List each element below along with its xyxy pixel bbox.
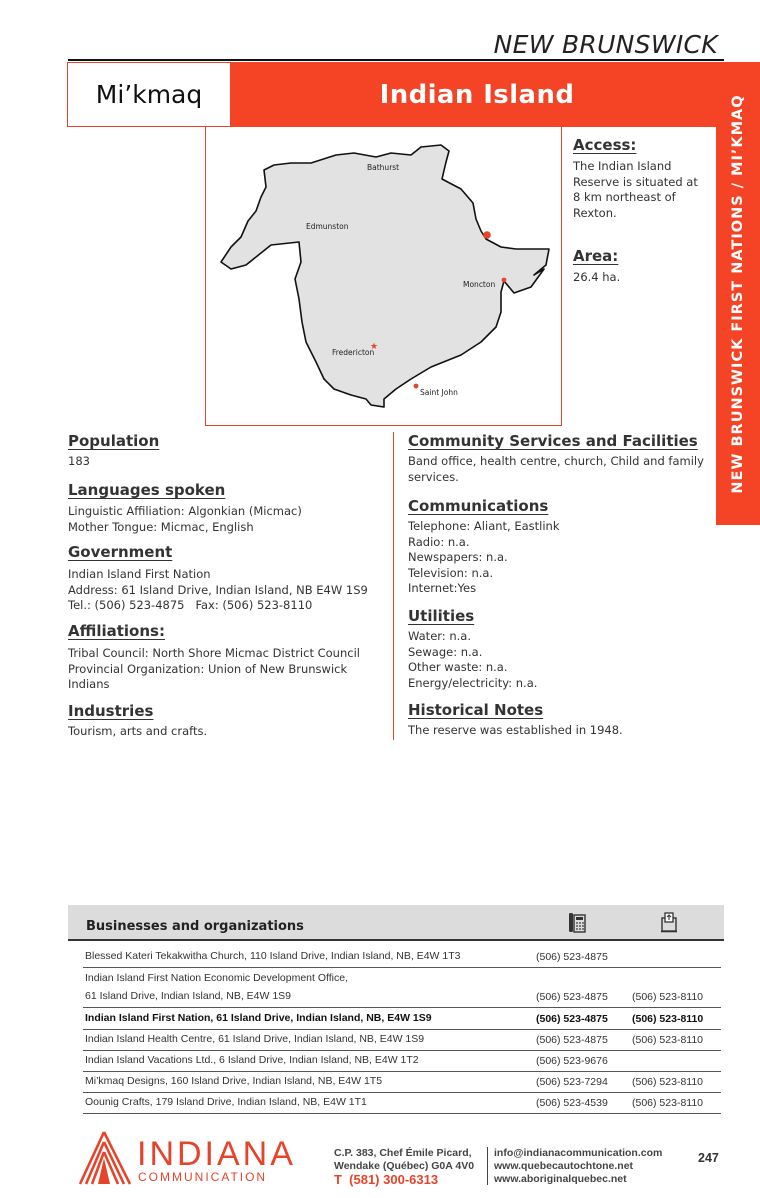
moncton-marker	[502, 278, 507, 283]
reserve-location-marker	[483, 231, 491, 239]
footer-phone: T (581) 300-6313	[334, 1172, 439, 1187]
business-name: Blessed Kateri Tekakwitha Church, 110 Island Drive, Indian Island, NB, E4W 1T3	[85, 950, 461, 962]
footer-address-line: C.P. 383, Chef Émile Picard,	[334, 1147, 472, 1159]
business-row	[83, 941, 721, 968]
footer-address-line: Wendake (Québec) G0A 4V0	[334, 1160, 475, 1172]
languages-line: Mother Tongue: Micmac, English	[68, 519, 254, 534]
community-line: services.	[408, 469, 459, 484]
business-fax: (506) 523-8110	[632, 1034, 704, 1046]
business-row	[83, 1051, 721, 1072]
communications-line: Telephone: Aliant, Eastlink	[408, 519, 560, 533]
utilities-line: Energy/electricity: n.a.	[408, 675, 538, 690]
reserve-title: Indian Island	[230, 62, 724, 127]
communications-line: Television: n.a.	[408, 565, 494, 580]
languages-section	[68, 481, 386, 535]
business-name: Indian Island First Nation, 61 Island Drive, Indian Island, NB, E4W 1S9	[85, 1012, 432, 1024]
map-label-moncton: Moncton	[463, 280, 496, 289]
access-text: The Indian Island Reserve is situated at 8 km northeast of Rexton.	[573, 159, 698, 220]
languages-line: Linguistic Affiliation: Algonkian (Micmac)	[68, 504, 302, 518]
affiliations-line: Tribal Council: North Shore Micmac District Council	[68, 646, 360, 660]
communications-heading: Communications	[408, 497, 549, 515]
history-section	[408, 701, 708, 739]
footer-website[interactable]: www.aboriginalquebec.net	[494, 1173, 627, 1185]
nation-label: Mi’kmaq	[67, 62, 230, 127]
province-outline	[221, 145, 549, 407]
capital-star-icon: ★	[370, 342, 379, 352]
government-line: Indian Island First Nation	[68, 567, 211, 581]
business-phone: (506) 523-4875	[536, 991, 608, 1003]
business-fax: (506) 523-8110	[632, 991, 704, 1003]
business-row	[83, 1093, 721, 1114]
business-fax: (506) 523-8110	[632, 1097, 704, 1109]
business-phone: (506) 523-4875	[536, 1013, 608, 1025]
business-name: Oounig Crafts, 179 Island Drive, Indian Island, NB, E4W 1T1	[85, 1096, 367, 1108]
business-name: Indian Island Health Centre, 61 Island Drive, Indian Island, NB, E4W 1S9	[85, 1033, 425, 1045]
industries-heading: Industries	[68, 702, 154, 720]
community-heading: Community Services and Facilities	[408, 432, 698, 450]
population-heading: Population	[68, 432, 160, 450]
business-name	[85, 971, 348, 1003]
businesses-table-header	[68, 905, 724, 941]
affiliations-heading: Affiliations:	[68, 622, 165, 640]
business-fax: (506) 523-8110	[632, 1076, 704, 1088]
map-label-edmunston: Edmunston	[306, 222, 349, 231]
footer-website[interactable]: www.quebecautochtone.net	[494, 1160, 634, 1172]
access-heading: Access:	[573, 136, 637, 154]
government-heading: Government	[68, 543, 173, 561]
utilities-line: Other waste: n.a.	[408, 660, 508, 674]
communications-line: Newspapers: n.a.	[408, 550, 508, 564]
business-row	[83, 1030, 721, 1051]
businesses-table	[68, 905, 724, 1114]
fax-icon	[660, 911, 678, 933]
logo-subtitle: COMMUNICATION	[138, 1170, 268, 1184]
industries-section	[68, 702, 386, 740]
communications-section	[408, 497, 708, 597]
business-name-line2: 61 Island Drive, Indian Island, NB, E4W 1S9	[85, 990, 292, 1002]
utilities-section	[408, 607, 708, 691]
government-line: Tel.: (506) 523-4875 Fax: (506) 523-8110	[68, 598, 313, 612]
government-line: Address: 61 Island Drive, Indian Island, NB E4W 1S9	[68, 582, 368, 597]
phone-icon	[568, 911, 586, 935]
government-section	[68, 543, 386, 614]
business-phone: (506) 523-4875	[536, 1034, 608, 1046]
footer-address	[334, 1147, 474, 1186]
business-row	[83, 1072, 721, 1093]
industries-text: Tourism, arts and crafts.	[68, 724, 208, 738]
utilities-heading: Utilities	[408, 607, 475, 625]
community-line: Band office, health centre, church, Child and family	[408, 454, 704, 468]
population-value: 183	[68, 454, 90, 468]
business-row	[83, 968, 721, 1008]
area-heading: Area:	[573, 247, 619, 265]
access-section	[573, 136, 708, 221]
business-phone: (506) 523-4539	[536, 1097, 608, 1109]
communications-line: Radio: n.a.	[408, 534, 470, 549]
footer-email[interactable]: info@indianacommunication.com	[494, 1147, 663, 1159]
header-rule	[68, 59, 724, 61]
map-label-fredericton: Fredericton	[332, 348, 375, 357]
business-name-line1: Indian Island First Nation Economic Development Office,	[85, 972, 349, 984]
business-fax: (506) 523-8110	[632, 1013, 704, 1025]
languages-heading: Languages spoken	[68, 481, 226, 499]
map-label-saint-john: Saint John	[420, 388, 458, 397]
side-tab	[716, 62, 760, 525]
province-title: NEW BRUNSWICK	[493, 30, 718, 59]
area-text: 26.4 ha.	[573, 270, 621, 284]
location-map	[205, 127, 562, 426]
page-number: 247	[698, 1151, 719, 1165]
column-divider	[393, 432, 394, 740]
map-label-bathurst: Bathurst	[367, 163, 400, 172]
affiliations-line: Indians	[68, 677, 110, 691]
utilities-line: Water: n.a.	[408, 629, 471, 643]
affiliations-section	[68, 622, 386, 693]
community-section	[408, 432, 708, 485]
affiliations-line: Provincial Organization: Union of New Brunswick	[68, 661, 348, 676]
footer-divider	[487, 1147, 488, 1185]
business-row	[83, 1008, 721, 1030]
business-phone: (506) 523-4875	[536, 951, 608, 963]
side-tab-label: NEW BRUNSWICK FIRST NATIONS / MI’KMAQ	[730, 93, 746, 494]
footer-contact	[494, 1147, 662, 1186]
business-name: Indian Island Vacations Ltd., 6 Island Drive, Indian Island, NB, E4W 1T2	[85, 1054, 419, 1066]
area-section	[573, 247, 708, 286]
indiana-logo-mark	[78, 1130, 134, 1186]
utilities-line: Sewage: n.a.	[408, 644, 483, 659]
businesses-title: Businesses and organizations	[86, 919, 304, 934]
province-map-svg	[206, 127, 563, 426]
business-name: Mi’kmaq Designs, 160 Island Drive, Indian Island, NB, E4W 1T5	[85, 1075, 383, 1087]
logo-wordmark: INDIANA	[137, 1135, 296, 1173]
population-section	[68, 432, 386, 470]
business-phone: (506) 523-7294	[536, 1076, 608, 1088]
saint-john-marker	[414, 384, 419, 389]
history-heading: Historical Notes	[408, 701, 544, 719]
history-text: The reserve was established in 1948.	[408, 723, 623, 737]
business-phone: (506) 523-9676	[536, 1055, 608, 1067]
communications-line: Internet:Yes	[408, 581, 477, 595]
